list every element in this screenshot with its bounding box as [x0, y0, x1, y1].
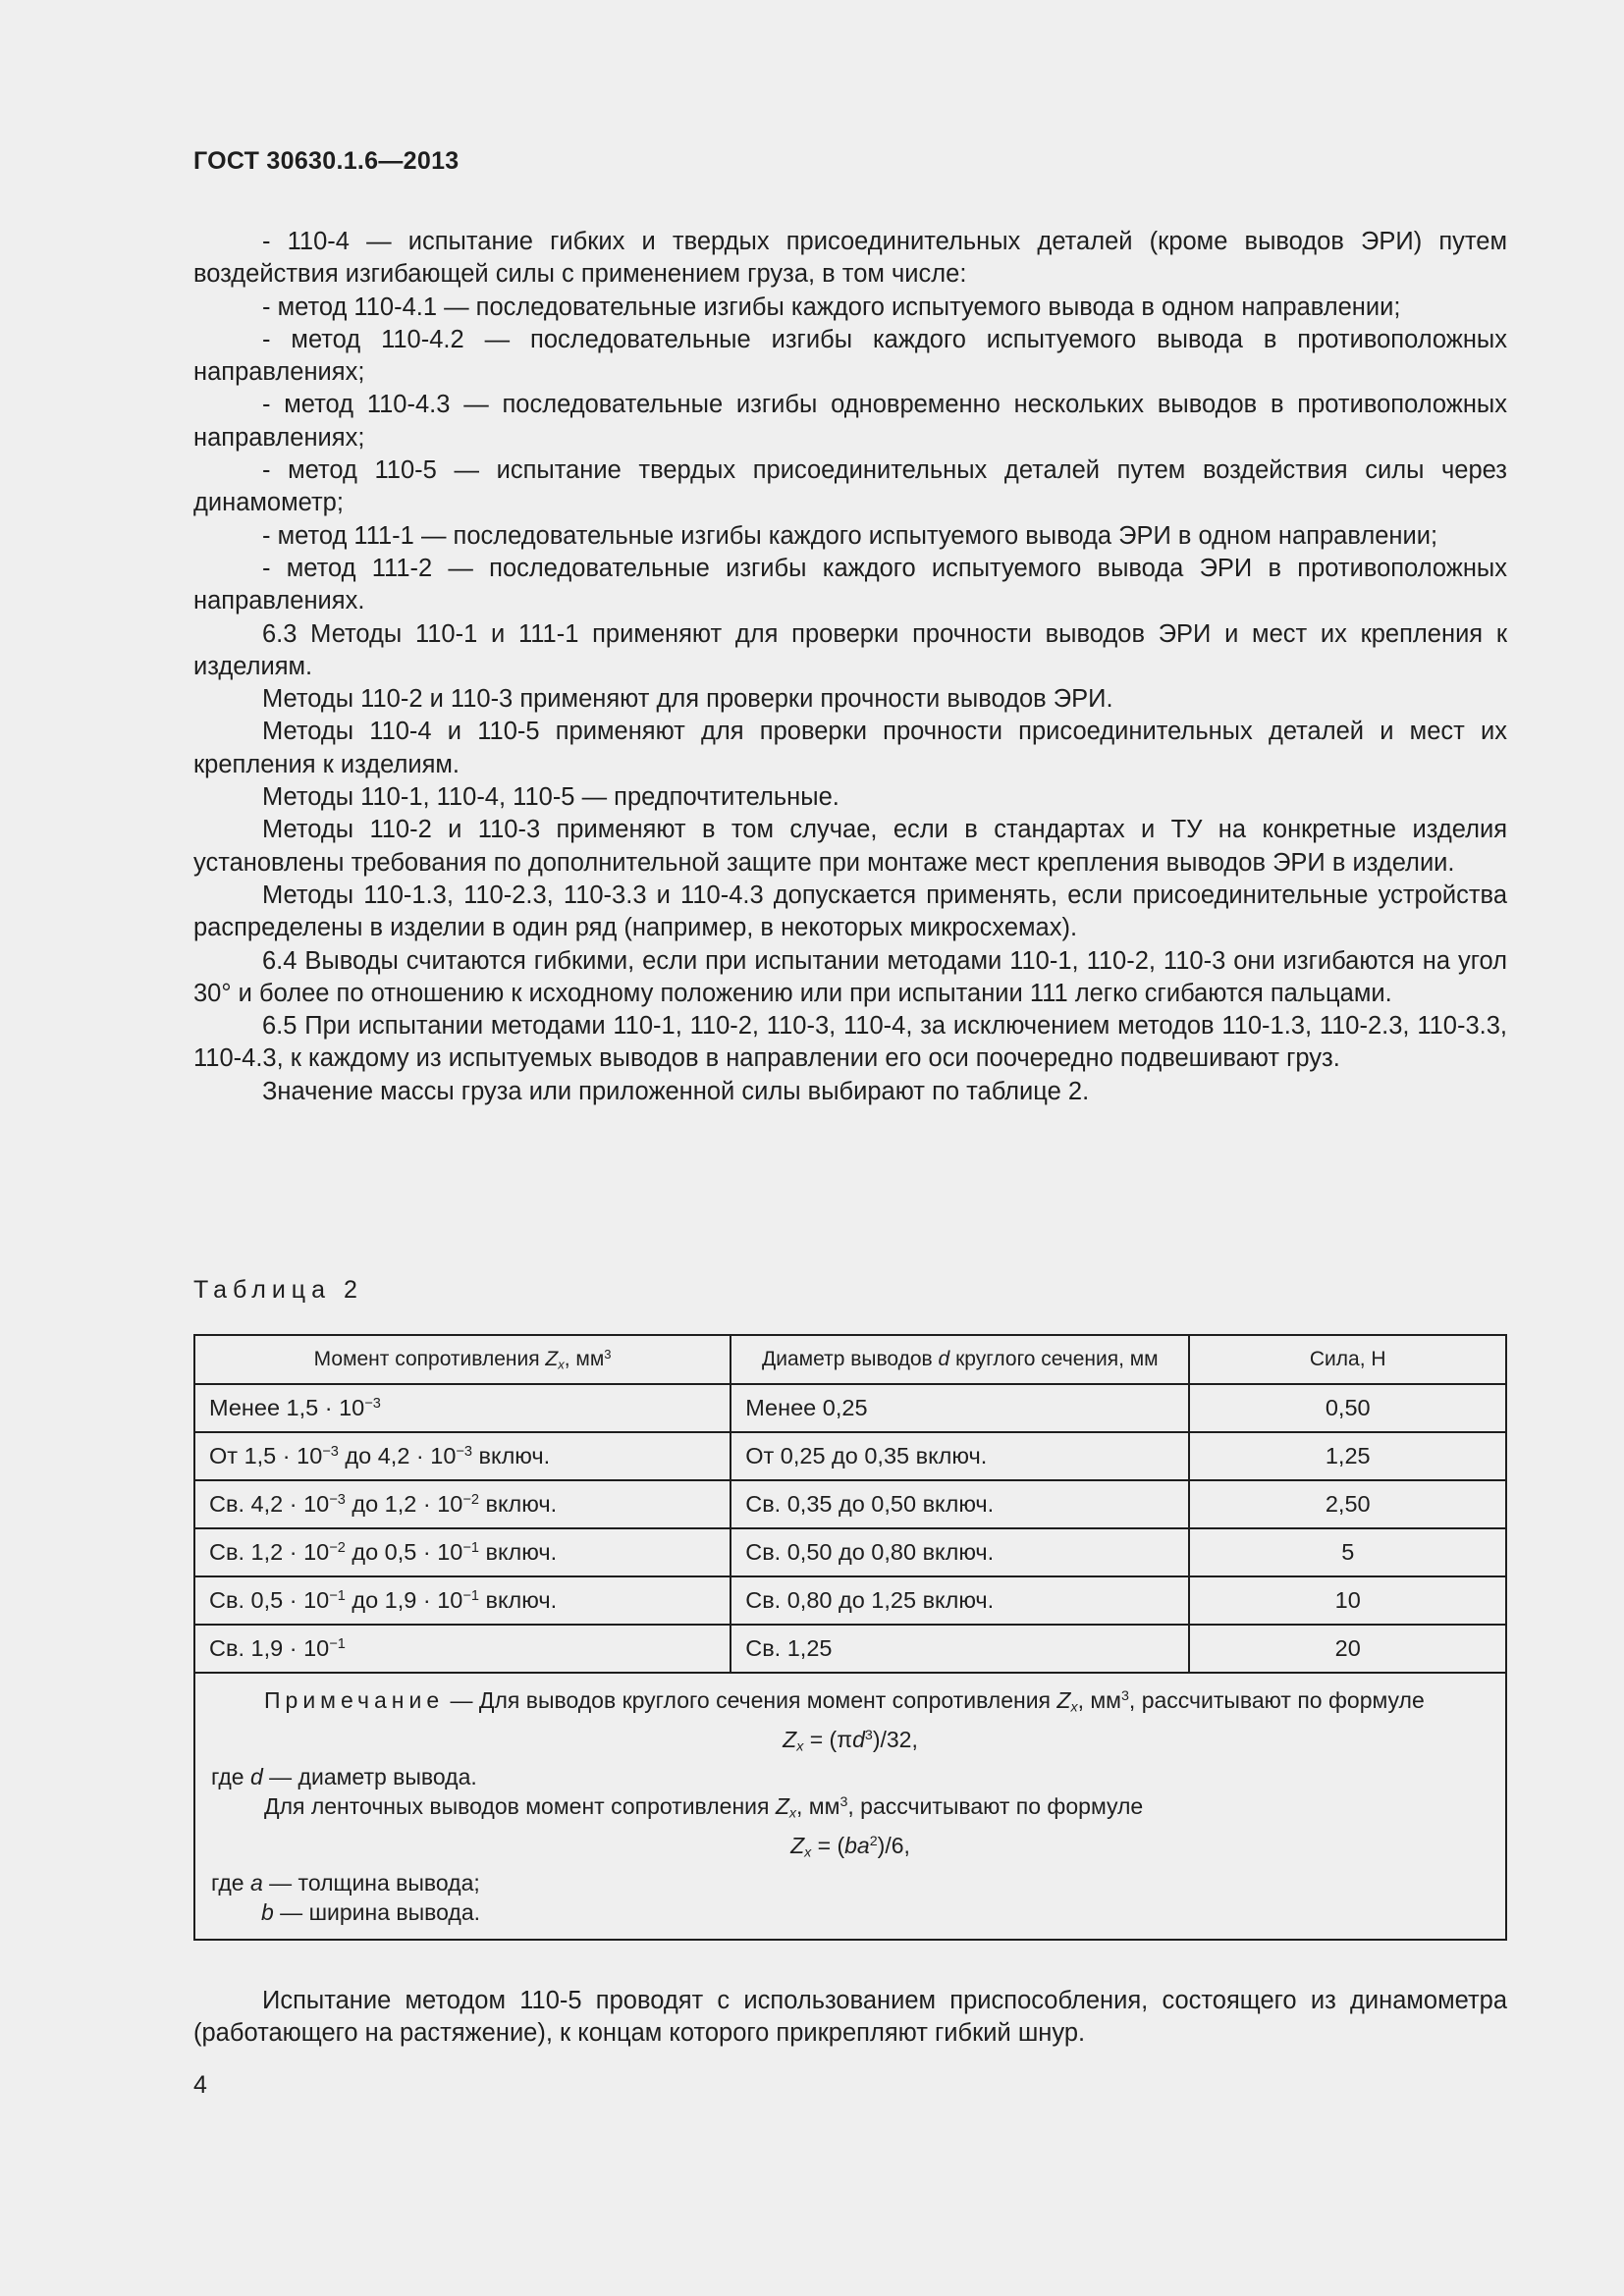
table-note-row	[194, 1673, 1506, 1940]
note-where-2b: b — ширина вывода.	[261, 1899, 480, 1925]
paragraph: - метод 110-4.1 — последовательные изгибы каждого испытуемого вывода в одном направлении;	[262, 293, 1401, 321]
cell-diameter: Св. 0,80 до 1,25 включ.	[731, 1576, 1189, 1625]
table-row	[194, 1576, 1506, 1625]
cell-moment: Св. $0,5 \cdot 10^{-1}$ до $1,9 \cdot 10^{-1}$ включ.	[194, 1576, 731, 1625]
paragraph: - метод 110-5 — испытание твердых присоединительных деталей путем воздействия силы через динамометр;	[193, 456, 1507, 517]
paragraph: - 110-4 — испытание гибких и твердых присоединительных деталей (кроме выводов ЭРИ) путем воздействия изгибающей силы с применением груза, в том числе:	[193, 228, 1507, 289]
note-line-1: Примечание — Для выводов круглого сечения момент сопротивления $Z_x$, $мм^3$, рассчитывают по формуле	[264, 1687, 1425, 1716]
cell-moment: Менее $1,5 \cdot 10^{-3}$	[194, 1384, 731, 1432]
table-row	[194, 1432, 1506, 1480]
paragraph: 6.5 При испытании методами 110-1, 110-2, 110-3, 110-4, за исключением методов 110-1.3, 110-2.3, 110-3.3, 110-4.3, к каждому из испытуемых выводов в направлении его оси поочередно подвешивают груз.	[193, 1012, 1507, 1073]
cell-force: 1,25	[1189, 1432, 1506, 1480]
header-force: Сила, Н	[1189, 1335, 1506, 1384]
paragraph: Методы 110-2 и 110-3 применяют в том случае, если в стандартах и ТУ на конкретные изделия установлены требования по дополнительной защите при монтаже мест крепления выводов ЭРИ в изделии.	[193, 816, 1507, 877]
table-caption: Таблица 2	[193, 1276, 363, 1304]
paragraph: Методы 110-2 и 110-3 применяют для проверки прочности выводов ЭРИ.	[262, 685, 1113, 714]
paragraph: - метод 111-1 — последовательные изгибы каждого испытуемого вывода ЭРИ в одном направлении;	[262, 521, 1438, 550]
paragraph: Испытание методом 110-5 проводят с использованием приспособления, состоящего из динамометра (работающего на растяжение), к концам которого прикрепляют гибкий шнур.	[193, 1987, 1507, 2048]
formula-strip: $Z_x = (ba^2)/6$,	[790, 1833, 910, 1861]
table-row	[194, 1384, 1506, 1432]
table-note	[194, 1673, 1506, 1940]
paragraph: Методы 110-4 и 110-5 применяют для проверки прочности присоединительных деталей и мест их крепления к изделиям.	[193, 718, 1507, 778]
note-line-2: Для ленточных выводов момент сопротивления $Z_x$, $мм^3$, рассчитывают по формуле	[264, 1793, 1144, 1822]
body-text	[193, 226, 1507, 1108]
table-row	[194, 1480, 1506, 1528]
paragraph: - метод 110-4.2 — последовательные изгибы каждого испытуемого вывода в противоположных направлениях;	[193, 325, 1507, 387]
paragraph: Методы 110-1.3, 110-2.3, 110-3.3 и 110-4.3 допускается применять, если присоединительные устройства распределены в изделии в один ряд (например, в некоторых микросхемах).	[193, 881, 1507, 942]
paragraph: Значение массы груза или приложенной силы выбирают по таблице 2.	[262, 1077, 1090, 1105]
table-row	[194, 1528, 1506, 1576]
cell-force: 10	[1189, 1576, 1506, 1625]
cell-moment: Св. $4,2 \cdot 10^{-3}$ до $1,2 \cdot 10^{-2}$ включ.	[194, 1480, 731, 1528]
table-row	[194, 1625, 1506, 1673]
cell-diameter: Менее 0,25	[731, 1384, 1189, 1432]
paragraph: - метод 111-2 — последовательные изгибы каждого испытуемого вывода ЭРИ в противоположных направлениях.	[193, 554, 1507, 615]
cell-force: 20	[1189, 1625, 1506, 1673]
paragraph: 6.3 Методы 110-1 и 111-1 применяют для проверки прочности выводов ЭРИ и мест их крепления к изделиям.	[193, 619, 1507, 680]
cell-moment: От $1,5 \cdot 10^{-3}$ до $4,2 \cdot 10^{-3}$ включ.	[194, 1432, 731, 1480]
note-where-1: где d — диаметр вывода.	[211, 1764, 477, 1789]
cell-diameter: Св. 1,25	[731, 1625, 1189, 1673]
header-moment: Момент сопротивления $Z_x$, $мм^3$	[194, 1335, 731, 1384]
header-diameter: Диаметр выводов d круглого сечения, мм	[731, 1335, 1189, 1384]
paragraph: Методы 110-1, 110-4, 110-5 — предпочтительные.	[262, 783, 839, 812]
cell-moment: Св. $1,2 \cdot 10^{-2}$ до $0,5 \cdot 10^{-1}$ включ.	[194, 1528, 731, 1576]
table-header-row	[194, 1335, 1506, 1384]
cell-force: 0,50	[1189, 1384, 1506, 1432]
paragraph: - метод 110-4.3 — последовательные изгибы одновременно нескольких выводов в противоположных направлениях;	[193, 391, 1507, 452]
note-where-2a: где a — толщина вывода;	[211, 1870, 480, 1896]
page-number: 4	[193, 2071, 207, 2099]
cell-force: 2,50	[1189, 1480, 1506, 1528]
cell-force: 5	[1189, 1528, 1506, 1576]
cell-moment: Св. $1,9 \cdot 10^{-1}$	[194, 1625, 731, 1673]
paragraph: 6.4 Выводы считаются гибкими, если при испытании методами 110-1, 110-2, 110-3 они изгибаются на угол 30° и более по отношению к исходному положению или при испытании 111 легко сгибаются пальцами.	[193, 946, 1507, 1007]
table-2	[193, 1334, 1507, 1941]
cell-diameter: Св. 0,50 до 0,80 включ.	[731, 1528, 1189, 1576]
cell-diameter: Св. 0,35 до 0,50 включ.	[731, 1480, 1189, 1528]
formula-round: $Z_x = (\pi d^3)/32$,	[783, 1727, 918, 1755]
cell-diameter: От 0,25 до 0,35 включ.	[731, 1432, 1189, 1480]
after-table-text	[193, 1985, 1507, 2051]
document-header: ГОСТ 30630.1.6—2013	[193, 147, 460, 175]
